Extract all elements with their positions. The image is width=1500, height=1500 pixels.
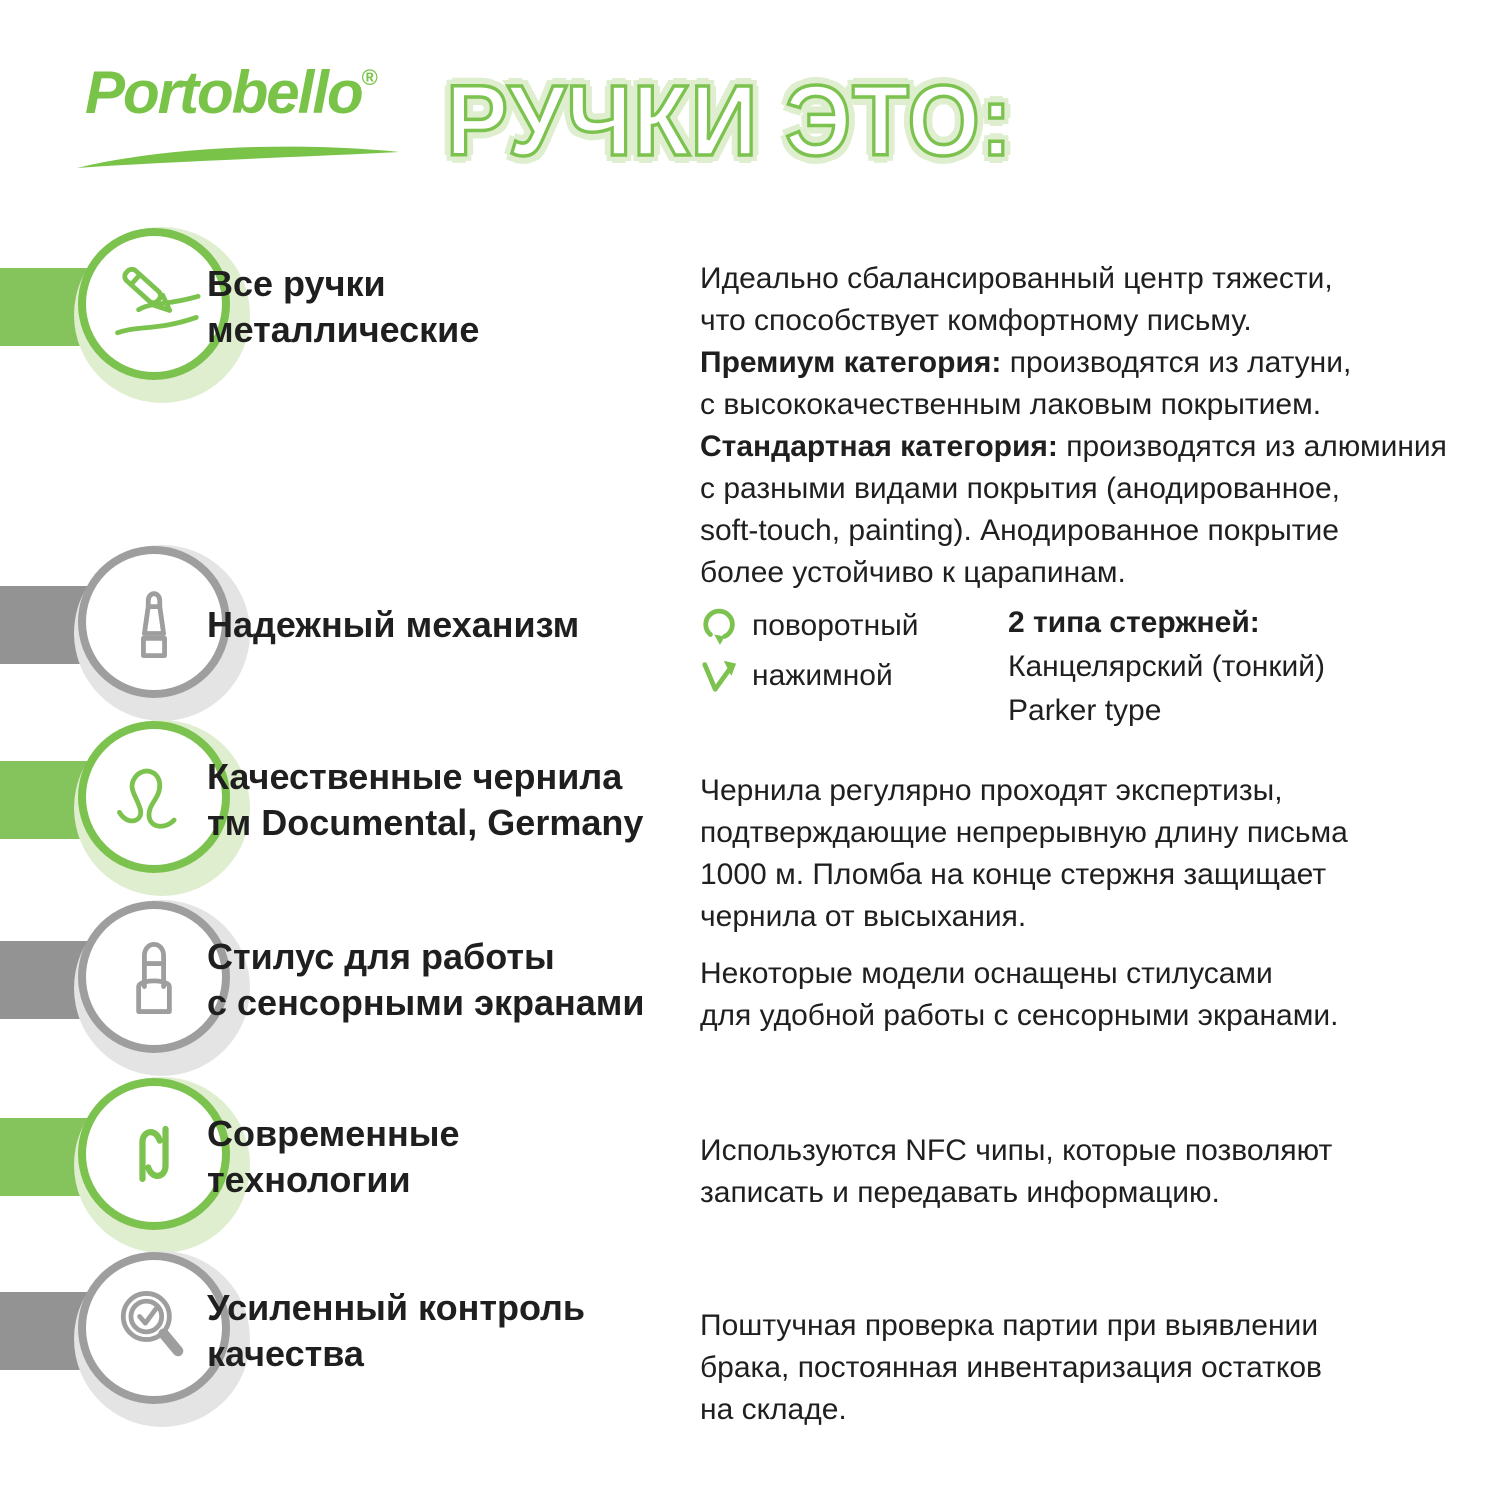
refill-item: Parker type: [1008, 694, 1162, 727]
pen-tip-icon: [106, 574, 202, 670]
page-title: РУЧКИ ЭТО:: [446, 65, 1013, 177]
feature-row-nfc: [0, 1077, 1500, 1237]
pen-writing-icon: [106, 256, 202, 352]
stylus-icon: [106, 929, 202, 1025]
feature-row-quality: [0, 1251, 1500, 1426]
nfc-icon: [106, 1106, 202, 1202]
feature-description: Поштучная проверка партии при выявлении брака, постоянная инвентаризация остатков на складе.: [700, 1309, 1322, 1426]
magnifier-check-icon: [106, 1280, 202, 1376]
feature-title: Качественные чернила тм Documental, Germany: [207, 756, 644, 843]
feature-title: Надежный механизм: [207, 604, 580, 645]
feature-row-stylus: [0, 900, 1500, 1060]
feature-row-metal-pens: [0, 227, 1500, 589]
mechanism-item-twist: [700, 605, 919, 647]
mechanism-label: нажимной: [752, 659, 893, 692]
feature-title: Стилус для работы с сенсорными экранами: [207, 936, 645, 1023]
feature-title: Современные технологии: [207, 1113, 460, 1200]
feature-row-mechanism: [0, 545, 1500, 727]
refill-types: [1008, 601, 1325, 733]
feature-title: Усиленный контроль качества: [207, 1287, 586, 1374]
logo-swoosh-icon: [73, 142, 403, 172]
push-arrow-icon: [700, 655, 738, 697]
feature-description: Чернила регулярно проходят экспертизы, подтверждающие непрерывную длину письма 1000 м. Пломба на конце стержня защищает чернила от высыхания.: [700, 774, 1348, 933]
feature-description: Используются NFC чипы, которые позволяют записать и передавать информацию.: [700, 1134, 1333, 1209]
rotate-icon: [700, 605, 738, 647]
mechanism-label: поворотный: [752, 609, 919, 642]
mechanism-list: [700, 605, 919, 697]
feature-title: Все ручки металлические: [207, 263, 480, 350]
refill-heading: 2 типа стержней:: [1008, 606, 1260, 639]
feature-description: Некоторые модели оснащены стилусами для удобной работы с сенсорными экранами.: [700, 957, 1339, 1032]
feature-description: Идеально сбалансированный центр тяжести, что способствует комфортному письму. Премиум категория: производятся из латуни, с высококачественным лаковым покрытием. Стандартная категория: производятся из алюминия с разными видами покрытия (анодированное, soft-touch, painting). Анодированное покрытие более устойчиво к царапинам.: [700, 262, 1447, 589]
portobello-logo: [85, 58, 425, 127]
mechanism-item-push: [700, 655, 919, 697]
refill-item: Канцелярский (тонкий): [1008, 650, 1325, 683]
ink-swirl-icon: [106, 749, 202, 845]
portobello-logo-text: Portobello®: [85, 59, 378, 126]
feature-row-ink: [0, 720, 1500, 933]
registered-mark: ®: [361, 65, 378, 90]
